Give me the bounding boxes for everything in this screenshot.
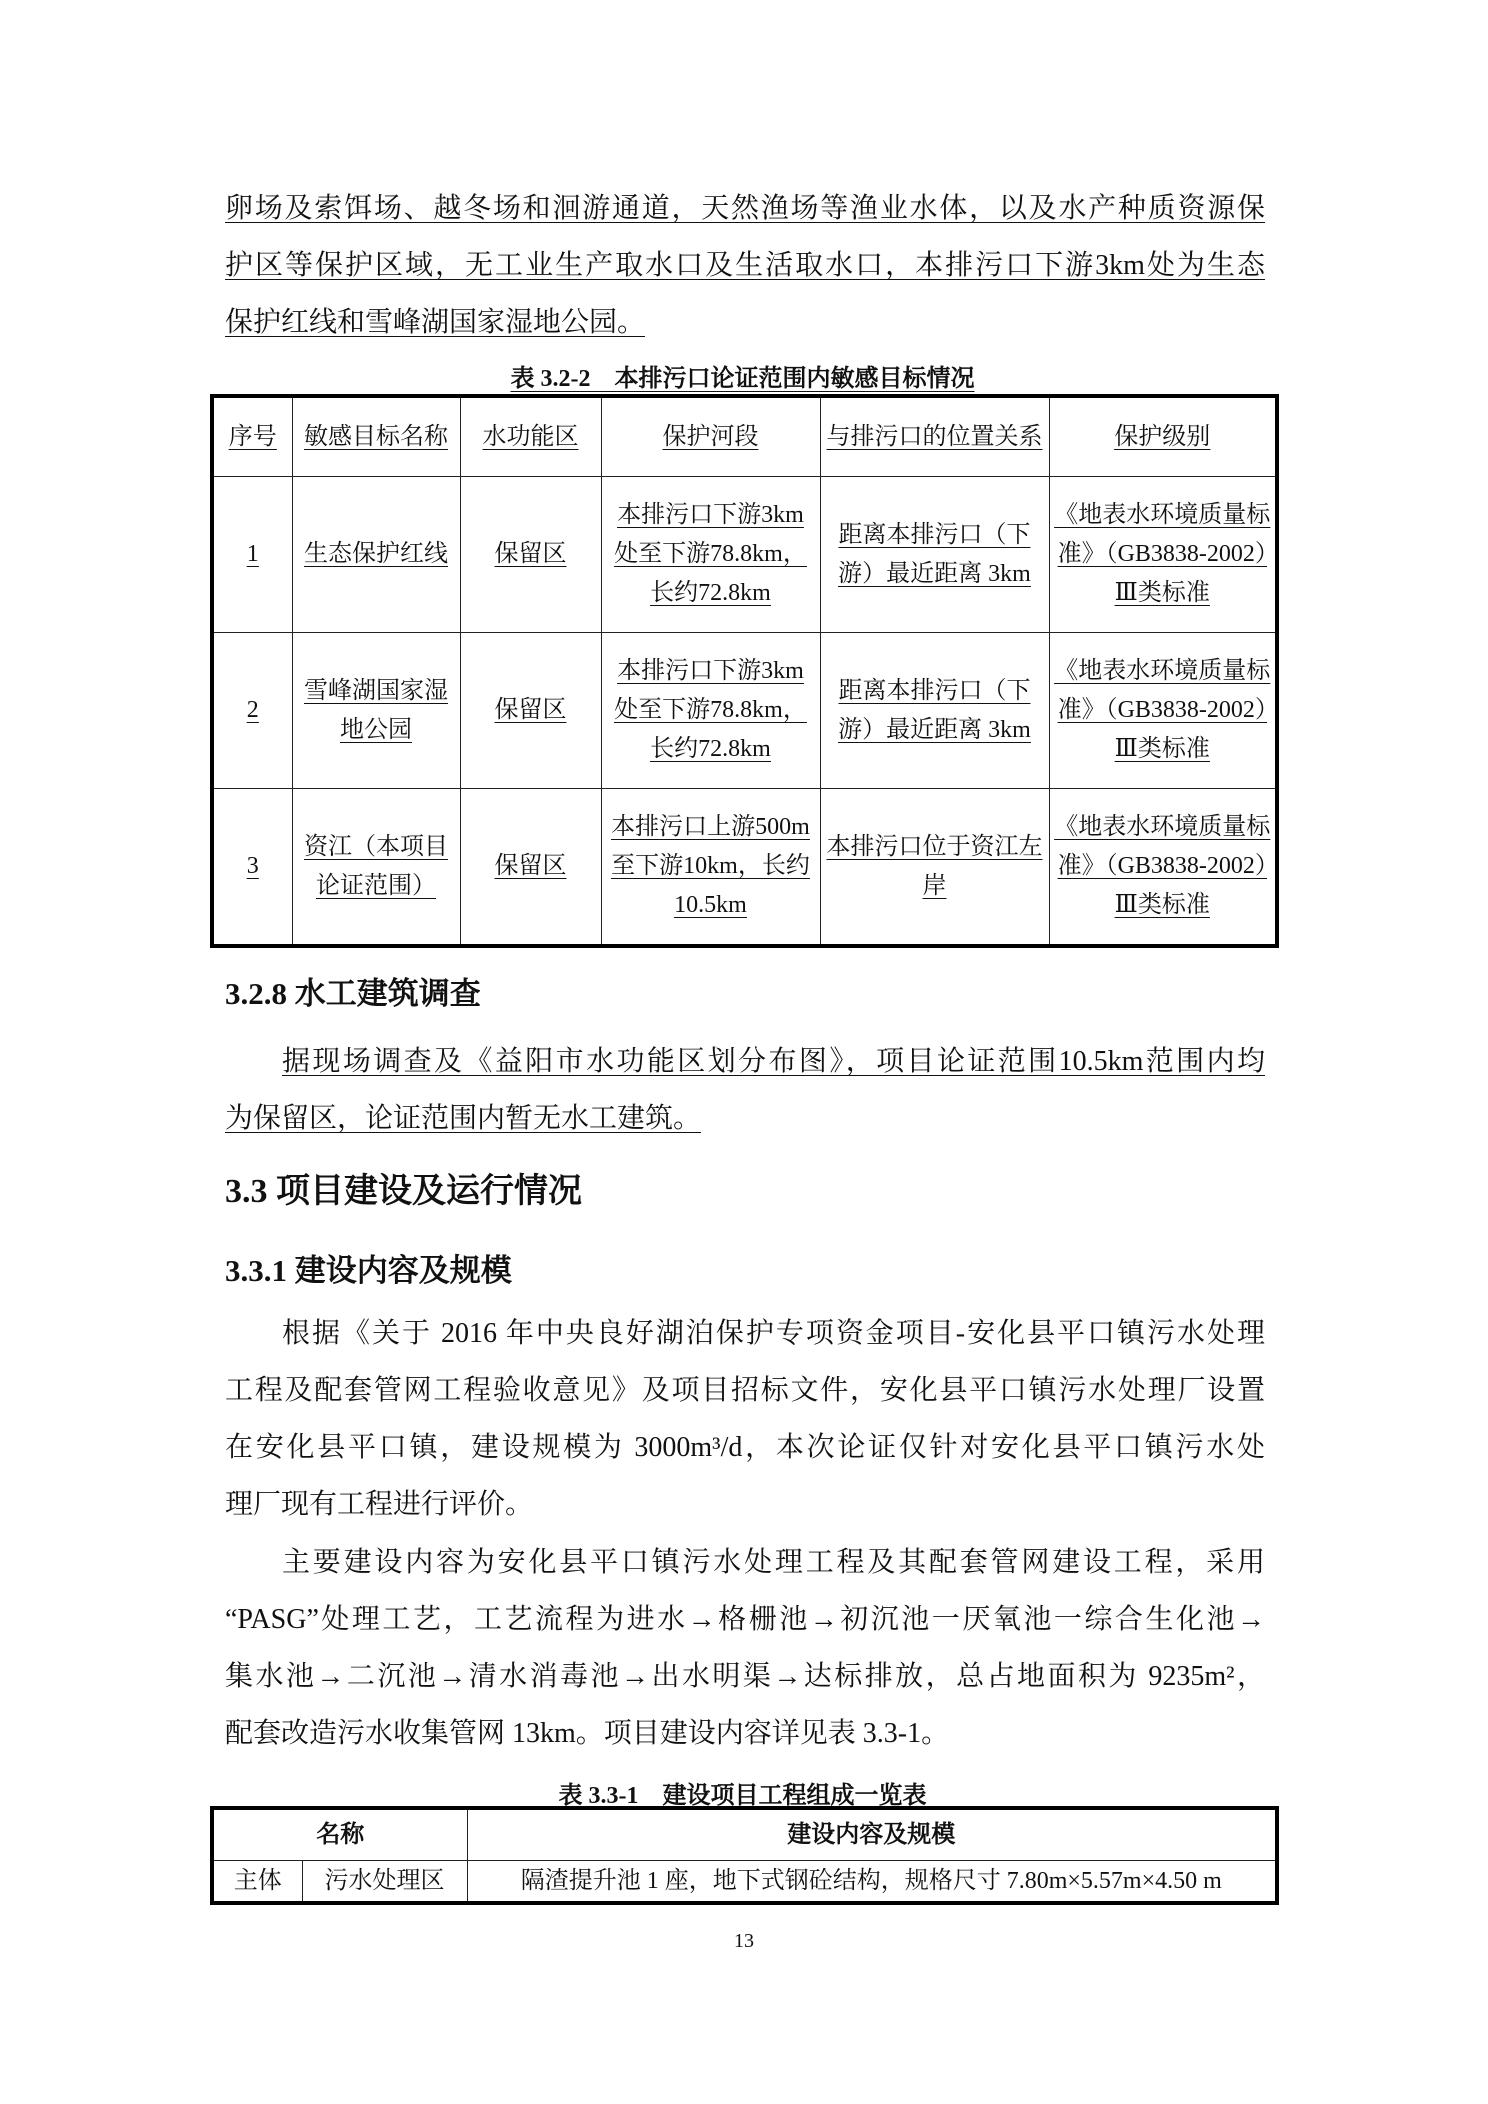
cell-name: 生态保护红线 (292, 477, 460, 633)
page-number: 13 (734, 1930, 754, 1952)
table2-header-name: 名称 (212, 1808, 467, 1861)
para1-line-4: 理厂现有工程进行评价。 (225, 1489, 534, 1520)
table1-header-segment: 保护河段 (601, 396, 820, 477)
cell-name: 雪峰湖国家湿地公园 (292, 633, 460, 789)
intro-paragraph (225, 180, 1265, 351)
cell-zone: 保留区 (460, 633, 601, 789)
section-3-2-8-heading: 3.2.8 水工建筑调查 (225, 976, 481, 1011)
cell-segment: 本排污口下游3km 处至下游78.8km，长约72.8km (601, 633, 820, 789)
cell-relation: 本排污口位于资江左岸 (820, 789, 1049, 947)
sensitive-targets-table (210, 394, 1279, 948)
cell-name: 污水处理区 (302, 1861, 467, 1904)
table-row (212, 633, 1277, 789)
para2-line-1: 主要建设内容为安化县平口镇污水处理工程及其配套管网建设工程，采用 (282, 1547, 1265, 1578)
intro-line-1: 卵场及索饵场、越冬场和洄游通道，天然渔场等渔业水体，以及水产种质资源保 (225, 193, 1265, 224)
table1-header-zone: 水功能区 (460, 396, 601, 477)
cell-level: 《地表水环境质量标准》（GB3838-2002）Ⅲ类标准 (1049, 477, 1277, 633)
project-composition-table (210, 1806, 1279, 1905)
cell-no: 2 (212, 633, 292, 789)
cell-relation: 距离本排污口（下游）最近距离 3km (820, 633, 1049, 789)
section-3-2-8-paragraph (225, 1033, 1265, 1147)
para2-line-2: “PASG”处理工艺，工艺流程为进水→格栅池→初沉池一厌氧池一综合生化池→ (225, 1604, 1265, 1635)
table1-header-no: 序号 (212, 396, 292, 477)
cell-level: 《地表水环境质量标准》（GB3838-2002）Ⅲ类标准 (1049, 633, 1277, 789)
table-row (212, 477, 1277, 633)
table1-header-row (212, 396, 1277, 477)
cell-no: 3 (212, 789, 292, 947)
cell-relation: 距离本排污口（下游）最近距离 3km (820, 477, 1049, 633)
para1-line-1: 根据《关于 2016 年中央良好湖泊保护专项资金项目-安化县平口镇污水处理 (282, 1318, 1265, 1349)
table-row (212, 789, 1277, 947)
section-3-3-1-paragraph-2 (225, 1534, 1265, 1762)
section-3-3-heading: 3.3 项目建设及运行情况 (225, 1173, 582, 1210)
cell-zone: 保留区 (460, 477, 601, 633)
para1-line-2: 工程及配套管网工程验收意见》及项目招标文件，安化县平口镇污水处理厂设置 (225, 1375, 1265, 1406)
section-3-3-1-paragraph-1 (225, 1305, 1265, 1533)
cell-segment: 本排污口下游3km 处至下游78.8km，长约72.8km (601, 477, 820, 633)
table1-header-name: 敏感目标名称 (292, 396, 460, 477)
table2-header-content: 建设内容及规模 (467, 1808, 1277, 1861)
cell-segment: 本排污口上游500m 至下游10km，长约10.5km (601, 789, 820, 947)
section-3-3-1-heading: 3.3.1 建设内容及规模 (225, 1253, 512, 1288)
table-row (212, 1861, 1277, 1904)
table2-caption: 表 3.3-1 建设项目工程组成一览表 (558, 1783, 927, 1809)
para2-line-4: 配套改造污水收集管网 13km。项目建设内容详见表 3.3-1。 (225, 1718, 950, 1749)
para1-line-3: 在安化县平口镇，建设规模为 3000m³/d，本次论证仅针对安化县平口镇污水处 (225, 1432, 1265, 1463)
cell-content: 隔渣提升池 1 座，地下式钢砼结构，规格尺寸 7.80m×5.57m×4.50 m (467, 1861, 1277, 1904)
table2-header-row (212, 1808, 1277, 1861)
cell-category: 主体 (212, 1861, 302, 1904)
para2-line-3: 集水池→二沉池→清水消毒池→出水明渠→达标排放，总占地面积为 9235m²， (225, 1661, 1265, 1692)
intro-line-2: 护区等保护区域，无工业生产取水口及生活取水口，本排污口下游3km处为生态 (225, 250, 1265, 281)
cell-level: 《地表水环境质量标准》（GB3838-2002）Ⅲ类标准 (1049, 789, 1277, 947)
section-3-2-8-line-1: 据现场调查及《益阳市水功能区划分布图》，项目论证范围10.5km范围内均 (282, 1046, 1265, 1077)
cell-name: 资江（本项目论证范围） (292, 789, 460, 947)
table1-caption: 表 3.2-2 本排污口论证范围内敏感目标情况 (510, 366, 975, 392)
table1-header-relation: 与排污口的位置关系 (820, 396, 1049, 477)
table1-header-level: 保护级别 (1049, 396, 1277, 477)
cell-zone: 保留区 (460, 789, 601, 947)
section-3-2-8-line-2: 为保留区，论证范围内暂无水工建筑。 (225, 1103, 702, 1134)
intro-line-3: 保护红线和雪峰湖国家湿地公园。 (225, 307, 646, 338)
cell-no: 1 (212, 477, 292, 633)
